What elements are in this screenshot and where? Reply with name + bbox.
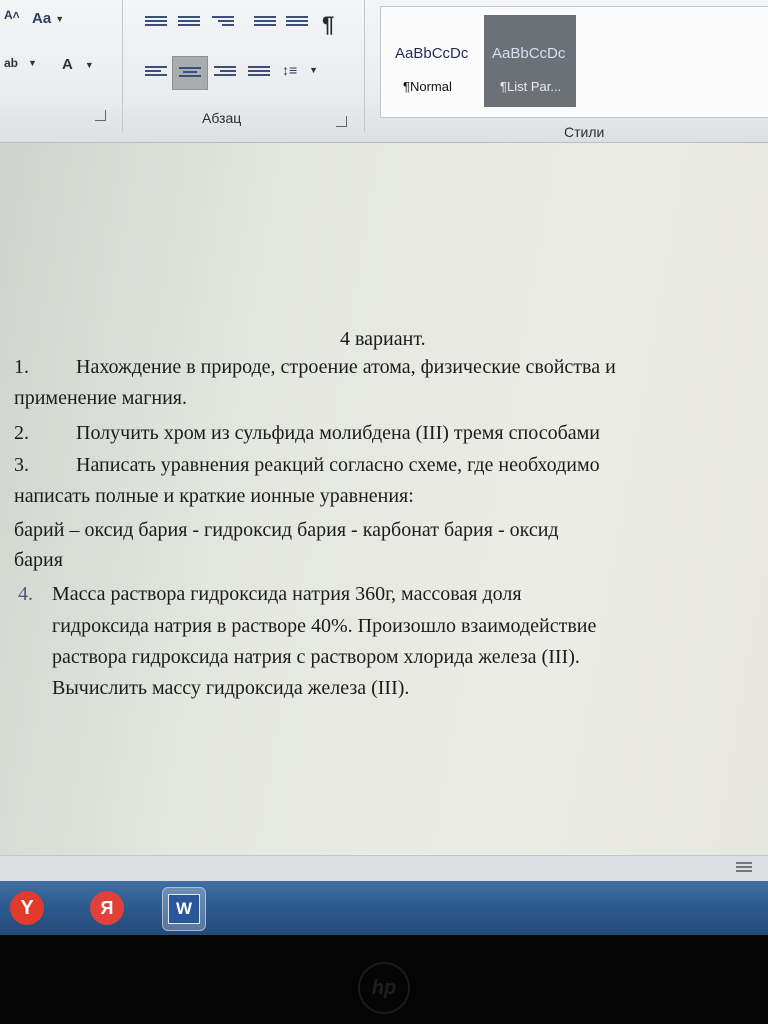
style-normal[interactable] <box>387 15 479 107</box>
yandex-icon <box>90 891 124 925</box>
list-item-line: Написать уравнения реакций согласно схеме, где необходимо <box>76 454 600 476</box>
numbering-icon[interactable] <box>178 14 200 32</box>
pilcrow-icon: ¶ <box>322 12 335 37</box>
document-title: 4 вариант. <box>340 328 426 350</box>
align-right-icon[interactable] <box>214 64 236 82</box>
chevron-down-icon: ▼ <box>28 58 37 68</box>
list-item-line: бария <box>14 549 63 571</box>
word-icon <box>168 894 200 924</box>
show-formatting-button[interactable] <box>322 12 334 38</box>
list-item-line: Получить хром из сульфида молибдена (III) тремя способами <box>76 422 600 444</box>
list-number: 1. <box>14 356 29 378</box>
highlight-label: ab <box>4 56 19 70</box>
list-item-line: применение магния. <box>14 387 188 409</box>
list-item-line: написать полные и краткие ионные уравнения: <box>14 485 414 507</box>
style-name: ¶Normal <box>403 79 452 94</box>
font-dialog-launcher-icon[interactable] <box>95 110 106 121</box>
list-number: 3. <box>14 454 29 476</box>
styles-gallery <box>380 6 768 118</box>
group-separator <box>122 0 123 132</box>
taskbar-item-yandex-browser[interactable] <box>6 887 48 929</box>
list-number: 2. <box>14 422 29 444</box>
font-color-button[interactable] <box>62 56 94 73</box>
multilevel-list-icon[interactable] <box>212 14 234 32</box>
hp-logo-text: hp <box>371 976 397 999</box>
yandex-browser-icon <box>10 891 44 925</box>
taskbar <box>0 881 768 935</box>
grow-font-icon[interactable]: A˄ <box>4 8 20 22</box>
ribbon <box>0 0 768 143</box>
align-center-button[interactable] <box>172 56 208 90</box>
style-list-paragraph[interactable] <box>484 15 576 107</box>
taskbar-icon-letter: W <box>175 899 193 918</box>
styles-group-label: Стили <box>564 124 605 140</box>
chevron-down-icon: ▼ <box>309 65 319 75</box>
taskbar-item-yandex[interactable] <box>86 887 128 929</box>
line-spacing-button[interactable] <box>282 62 318 78</box>
list-item-line: Нахождение в природе, строение атома, физические свойства и <box>76 356 616 378</box>
line-spacing-icon: ↕≡ <box>282 62 298 78</box>
view-layout-icon[interactable] <box>736 860 752 878</box>
list-item-line: гидроксида натрия в растворе 40%. Произошло взаимодействие <box>52 615 597 637</box>
list-number: 4. <box>18 583 33 605</box>
list-item-line: Вычислить массу гидроксида железа (III). <box>52 677 410 699</box>
font-color-label: A <box>62 56 73 73</box>
group-separator <box>364 0 365 132</box>
taskbar-item-word[interactable] <box>162 887 206 931</box>
style-name: ¶List Par... <box>500 79 562 94</box>
laptop-bezel <box>0 935 768 1024</box>
document-area[interactable] <box>0 143 768 855</box>
status-bar <box>0 855 768 882</box>
align-left-icon[interactable] <box>145 64 167 82</box>
decrease-indent-icon[interactable] <box>254 14 276 32</box>
taskbar-icon-letter: Y <box>20 896 34 919</box>
align-center-icon <box>179 65 201 83</box>
list-item-line: раствора гидроксида натрия с раствором хлорида железа (III). <box>52 646 580 668</box>
style-sample: AaBbCcDc <box>492 45 566 62</box>
highlight-button[interactable] <box>4 56 37 70</box>
chevron-down-icon: ▼ <box>55 13 65 24</box>
list-item-line: барий – оксид бария - гидроксид бария - карбонат бария - оксид <box>14 519 559 541</box>
justify-icon[interactable] <box>248 64 270 82</box>
list-item-line: Масса раствора гидроксида натрия 360г, массовая доля <box>52 583 522 605</box>
style-sample: AaBbCcDc <box>395 45 469 62</box>
change-case-button[interactable] <box>32 10 64 27</box>
hp-logo <box>358 962 410 1014</box>
paragraph-group-label: Абзац <box>202 110 242 126</box>
chevron-down-icon: ▼ <box>84 59 94 70</box>
bullets-icon[interactable] <box>145 14 167 32</box>
taskbar-icon-letter: Я <box>100 897 114 918</box>
change-case-label: Aa <box>32 10 52 27</box>
paragraph-dialog-launcher-icon[interactable] <box>336 116 347 127</box>
increase-indent-icon[interactable] <box>286 14 308 32</box>
